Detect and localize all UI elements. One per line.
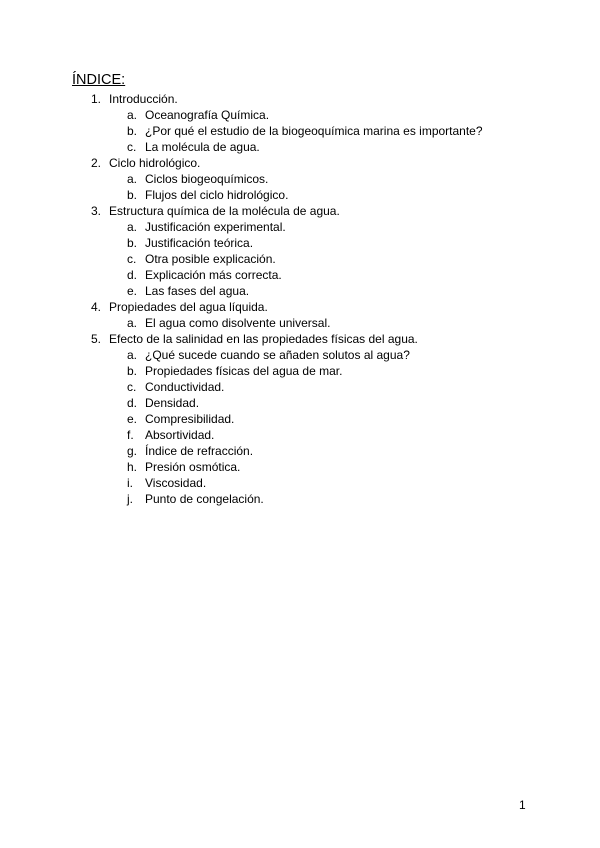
- subsection-title: Conductividad.: [145, 380, 225, 394]
- toc-subsection: [0, 171, 600, 187]
- subsection-letter: c.: [127, 140, 137, 154]
- subsection-letter: b.: [127, 236, 138, 250]
- subsection-title: El agua como disolvente universal.: [145, 316, 331, 330]
- toc-subsection: [0, 267, 600, 283]
- index-title: ÍNDICE:: [72, 72, 126, 88]
- toc-section: [0, 203, 600, 219]
- subsection-letter: a.: [127, 108, 138, 122]
- subsection-title: ¿Qué sucede cuando se añaden solutos al agua?: [145, 348, 410, 362]
- toc-subsection: [0, 123, 600, 139]
- subsection-letter: c.: [127, 380, 137, 394]
- subsection-title: Otra posible explicación.: [145, 252, 276, 266]
- toc-subsection: [0, 395, 600, 411]
- page-number: 1: [519, 798, 526, 812]
- subsection-title: ¿Por qué el estudio de la biogeoquímica marina es importante?: [145, 124, 483, 138]
- toc-subsection: [0, 491, 600, 507]
- subsection-title: Explicación más correcta.: [145, 268, 282, 282]
- toc-subsection: [0, 283, 600, 299]
- toc-subsection: [0, 411, 600, 427]
- section-title: Ciclo hidrológico.: [109, 156, 201, 170]
- subsection-letter: b.: [127, 364, 138, 378]
- subsection-letter: a.: [127, 316, 138, 330]
- subsection-title: Compresibilidad.: [145, 412, 235, 426]
- subsection-letter: h.: [127, 460, 138, 474]
- subsection-title: Oceanografía Química.: [145, 108, 270, 122]
- subsection-title: Propiedades físicas del agua de mar.: [145, 364, 343, 378]
- subsection-letter: a.: [127, 220, 138, 234]
- table-of-contents: [0, 91, 600, 507]
- subsection-title: Ciclos biogeoquímicos.: [145, 172, 269, 186]
- toc-subsection: [0, 187, 600, 203]
- section-number: 5.: [91, 332, 102, 346]
- toc-subsection: [0, 107, 600, 123]
- subsection-letter: a.: [127, 348, 138, 362]
- section-number: 2.: [91, 156, 102, 170]
- toc-subsection: [0, 251, 600, 267]
- section-title: Efecto de la salinidad en las propiedades físicas del agua.: [109, 332, 418, 346]
- toc-section: [0, 155, 600, 171]
- subsection-title: Justificación teórica.: [145, 236, 254, 250]
- subsection-title: Justificación experimental.: [145, 220, 286, 234]
- toc-section: [0, 91, 600, 107]
- subsection-letter: g.: [127, 444, 138, 458]
- subsection-letter: e.: [127, 412, 138, 426]
- subsection-title: Índice de refracción.: [145, 444, 254, 458]
- subsection-title: Las fases del agua.: [145, 284, 250, 298]
- toc-subsection: [0, 139, 600, 155]
- subsection-letter: e.: [127, 284, 138, 298]
- subsection-title: Densidad.: [145, 396, 200, 410]
- subsection-letter: f.: [127, 428, 134, 442]
- subsection-letter: j.: [127, 492, 133, 506]
- subsection-letter: b.: [127, 124, 138, 138]
- subsection-letter: c.: [127, 252, 137, 266]
- section-title: Estructura química de la molécula de agua.: [109, 204, 340, 218]
- subsection-letter: b.: [127, 188, 138, 202]
- toc-subsection: [0, 235, 600, 251]
- section-title: Propiedades del agua líquida.: [109, 300, 268, 314]
- subsection-title: Absortividad.: [145, 428, 215, 442]
- toc-section: [0, 299, 600, 315]
- subsection-letter: d.: [127, 268, 138, 282]
- subsection-title: Punto de congelación.: [145, 492, 264, 506]
- toc-subsection: [0, 443, 600, 459]
- toc-subsection: [0, 219, 600, 235]
- subsection-letter: a.: [127, 172, 138, 186]
- section-number: 1.: [91, 92, 102, 106]
- subsection-title: Presión osmótica.: [145, 460, 241, 474]
- subsection-title: Viscosidad.: [145, 476, 207, 490]
- toc-subsection: [0, 315, 600, 331]
- section-title: Introducción.: [109, 92, 178, 106]
- section-number: 4.: [91, 300, 102, 314]
- toc-subsection: [0, 459, 600, 475]
- toc-subsection: [0, 475, 600, 491]
- subsection-letter: d.: [127, 396, 138, 410]
- toc-subsection: [0, 427, 600, 443]
- toc-subsection: [0, 347, 600, 363]
- subsection-title: La molécula de agua.: [145, 140, 260, 154]
- subsection-title: Flujos del ciclo hidrológico.: [145, 188, 289, 202]
- toc-subsection: [0, 363, 600, 379]
- toc-subsection: [0, 379, 600, 395]
- subsection-letter: i.: [127, 476, 133, 490]
- section-number: 3.: [91, 204, 102, 218]
- toc-section: [0, 331, 600, 347]
